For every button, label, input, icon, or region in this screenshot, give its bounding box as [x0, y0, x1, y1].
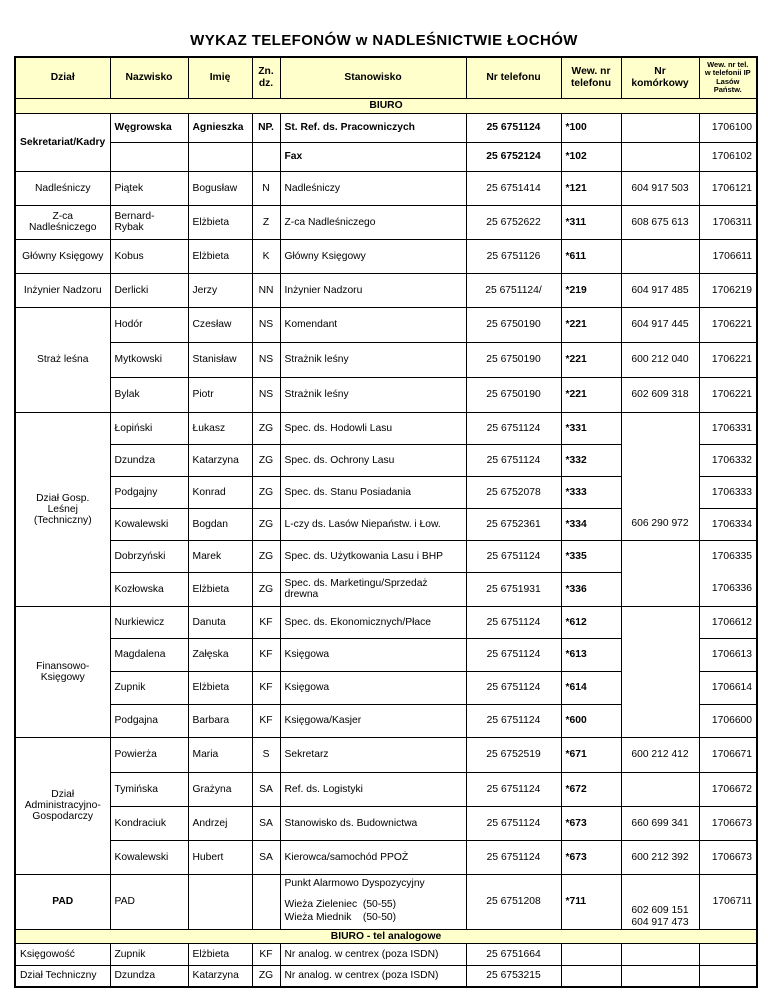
cell-zn: KF	[252, 606, 280, 638]
cell-imie: Marek	[188, 540, 252, 572]
table-row	[15, 840, 757, 874]
cell-wew: *221	[561, 307, 621, 342]
dept-cell: Księgowość	[15, 943, 110, 965]
cell-wew: *333	[561, 476, 621, 508]
cell-nazwisko: Tymińska	[110, 772, 188, 806]
cell-kom	[621, 412, 699, 444]
cell-stanowisko: Sekretarz	[280, 737, 466, 772]
cell-ip: 1706335	[699, 540, 757, 572]
cell-tel: 25 6751126	[466, 239, 561, 273]
cell-stanowisko: Nr analog. w centrex (poza ISDN)	[280, 943, 466, 965]
cell-nazwisko: Zupnik	[110, 671, 188, 704]
cell-wew: *614	[561, 671, 621, 704]
table-row	[15, 806, 757, 840]
header-dzial: Dział	[15, 57, 110, 98]
table-row	[15, 572, 757, 606]
cell-kom: 608 675 613	[621, 205, 699, 239]
cell-wew: *331	[561, 412, 621, 444]
cell-nazwisko: Kozłowska	[110, 572, 188, 606]
cell-tel: 25 6751124	[466, 113, 561, 142]
cell-zn: NN	[252, 273, 280, 307]
table-row	[15, 943, 757, 965]
cell-zn	[252, 874, 280, 929]
cell-wew: *121	[561, 171, 621, 205]
cell-nazwisko: Kondraciuk	[110, 806, 188, 840]
cell-kom	[621, 965, 699, 987]
pad-line-2: Wieża Zieleniec (50-55)	[284, 899, 397, 911]
cell-stanowisko: Spec. ds. Ekonomicznych/Płace	[280, 606, 466, 638]
cell-kom	[621, 239, 699, 273]
cell-tel: 25 6751124	[466, 840, 561, 874]
cell-stanowisko: Księgowa	[280, 671, 466, 704]
cell-nazwisko: Podgajny	[110, 476, 188, 508]
cell-imie	[188, 874, 252, 929]
cell-imie: Grażyna	[188, 772, 252, 806]
cell-ip: 1706711	[699, 874, 757, 929]
cell-wew: *672	[561, 772, 621, 806]
cell-zn: ZG	[252, 412, 280, 444]
header-ip: Wew. nr tel. w telefonii IP Lasów Państw.	[699, 57, 757, 98]
cell-ip: 1706334	[699, 508, 757, 540]
cell-kom	[621, 142, 699, 171]
cell-nazwisko: Piątek	[110, 171, 188, 205]
header-wew: Wew. nr telefonu	[561, 57, 621, 98]
table-row	[15, 307, 757, 342]
cell-imie: Andrzej	[188, 806, 252, 840]
phone-table	[14, 56, 758, 988]
cell-nazwisko: Mytkowski	[110, 342, 188, 377]
cell-ip: 1706121	[699, 171, 757, 205]
dept-cell: Dział Gosp. Leśnej (Techniczny)	[15, 412, 110, 606]
cell-imie: Załęska	[188, 638, 252, 671]
cell-tel: 25 6752519	[466, 737, 561, 772]
cell-nazwisko: Derlicki	[110, 273, 188, 307]
cell-tel: 25 6751664	[466, 943, 561, 965]
cell-nazwisko: Dzundza	[110, 965, 188, 987]
cell-imie: Danuta	[188, 606, 252, 638]
cell-kom: 600 212 040	[621, 342, 699, 377]
cell-ip: 1706613	[699, 638, 757, 671]
cell-tel: 25 6752622	[466, 205, 561, 239]
cell-tel: 25 6752361	[466, 508, 561, 540]
cell-imie: Bogdan	[188, 508, 252, 540]
header-nazwisko: Nazwisko	[110, 57, 188, 98]
cell-kom	[621, 943, 699, 965]
cell-zn: KF	[252, 638, 280, 671]
cell-nazwisko: Kowalewski	[110, 840, 188, 874]
cell-stanowisko: St. Ref. ds. Pracowniczych	[280, 113, 466, 142]
cell-kom	[621, 671, 699, 704]
cell-stanowisko: Kierowca/samochód PPOŻ	[280, 840, 466, 874]
cell-imie: Piotr	[188, 377, 252, 412]
pad-mobile-2: 604 917 473	[631, 916, 689, 928]
section-biuro	[15, 98, 757, 113]
cell-zn: NS	[252, 342, 280, 377]
cell-tel: 25 6750190	[466, 377, 561, 412]
cell-nazwisko: Nurkiewicz	[110, 606, 188, 638]
cell-imie: Elżbieta	[188, 943, 252, 965]
cell-ip: 1706672	[699, 772, 757, 806]
cell-imie: Czesław	[188, 307, 252, 342]
cell-tel: 25 6753215	[466, 965, 561, 987]
cell-wew: *673	[561, 806, 621, 840]
cell-wew: *102	[561, 142, 621, 171]
dept-cell: Główny Księgowy	[15, 239, 110, 273]
table-row	[15, 638, 757, 671]
cell-imie: Konrad	[188, 476, 252, 508]
cell-stanowisko: Z-ca Nadleśniczego	[280, 205, 466, 239]
cell-ip: 1706673	[699, 806, 757, 840]
cell-tel: 25 6752078	[466, 476, 561, 508]
cell-imie: Hubert	[188, 840, 252, 874]
cell-stanowisko: Główny Księgowy	[280, 239, 466, 273]
cell-zn: KF	[252, 704, 280, 737]
cell-wew: *673	[561, 840, 621, 874]
table-row	[15, 671, 757, 704]
cell-nazwisko: Łopiński	[110, 412, 188, 444]
table-row	[15, 142, 757, 171]
cell-zn: ZG	[252, 572, 280, 606]
cell-ip: 1706219	[699, 273, 757, 307]
table-row	[15, 205, 757, 239]
cell-tel: 25 6750190	[466, 342, 561, 377]
cell-ip: 1706102	[699, 142, 757, 171]
cell-stanowisko: Stanowisko ds. Budownictwa	[280, 806, 466, 840]
header-telefon: Nr telefonu	[466, 57, 561, 98]
cell-stanowisko: Księgowa/Kasjer	[280, 704, 466, 737]
cell-tel: 25 6751414	[466, 171, 561, 205]
cell-nazwisko: Bylak	[110, 377, 188, 412]
table-row	[15, 737, 757, 772]
cell-kom	[621, 606, 699, 638]
cell-tel: 25 6752124	[466, 142, 561, 171]
cell-imie: Elżbieta	[188, 239, 252, 273]
cell-imie: Maria	[188, 737, 252, 772]
cell-zn: Z	[252, 205, 280, 239]
cell-stanowisko: Spec. ds. Ochrony Lasu	[280, 444, 466, 476]
cell-imie: Barbara	[188, 704, 252, 737]
header-stanowisko: Stanowisko	[280, 57, 466, 98]
table-row	[15, 540, 757, 572]
cell-kom	[621, 874, 699, 929]
cell-zn: SA	[252, 840, 280, 874]
cell-tel: 25 6751208	[466, 874, 561, 929]
cell-stanowisko: Fax	[280, 142, 466, 171]
cell-ip: 1706333	[699, 476, 757, 508]
cell-wew: *219	[561, 273, 621, 307]
table-row	[15, 113, 757, 142]
cell-kom: 604 917 503	[621, 171, 699, 205]
cell-ip: 1706221	[699, 342, 757, 377]
cell-tel: 25 6751124	[466, 606, 561, 638]
table-row	[15, 606, 757, 638]
cell-ip	[699, 965, 757, 987]
cell-stanowisko: Nadleśniczy	[280, 171, 466, 205]
cell-kom: 606 290 972	[621, 508, 699, 540]
cell-imie: Katarzyna	[188, 444, 252, 476]
cell-stanowisko: Księgowa	[280, 638, 466, 671]
dept-cell: PAD	[15, 874, 110, 929]
cell-wew: *613	[561, 638, 621, 671]
header-zn: Zn. dz.	[252, 57, 280, 98]
cell-tel: 25 6751124	[466, 412, 561, 444]
table-row	[15, 377, 757, 412]
cell-kom	[621, 772, 699, 806]
cell-zn: SA	[252, 772, 280, 806]
cell-imie: Katarzyna	[188, 965, 252, 987]
cell-kom	[621, 540, 699, 572]
table-row	[15, 704, 757, 737]
cell-kom: 604 917 445	[621, 307, 699, 342]
cell-zn: SA	[252, 806, 280, 840]
cell-ip: 1706600	[699, 704, 757, 737]
cell-wew: *100	[561, 113, 621, 142]
cell-nazwisko: Kobus	[110, 239, 188, 273]
cell-imie: Elżbieta	[188, 572, 252, 606]
dept-cell: Dział Techniczny	[15, 965, 110, 987]
section-label: BIURO	[15, 98, 757, 113]
cell-nazwisko: Podgajna	[110, 704, 188, 737]
cell-ip: 1706221	[699, 377, 757, 412]
cell-ip: 1706332	[699, 444, 757, 476]
table-row	[15, 444, 757, 476]
cell-wew: *221	[561, 377, 621, 412]
cell-wew: *335	[561, 540, 621, 572]
cell-kom	[621, 638, 699, 671]
cell-zn: S	[252, 737, 280, 772]
cell-wew: *332	[561, 444, 621, 476]
dept-cell: Sekretariat/Kadry	[15, 113, 110, 171]
cell-zn: NP.	[252, 113, 280, 142]
cell-stanowisko: Spec. ds. Stanu Posiadania	[280, 476, 466, 508]
cell-zn	[252, 142, 280, 171]
cell-zn: K	[252, 239, 280, 273]
cell-ip: 1706614	[699, 671, 757, 704]
cell-wew: *611	[561, 239, 621, 273]
cell-kom: 600 212 392	[621, 840, 699, 874]
dept-cell: Dział Administracyjno-Gospodarczy	[15, 737, 110, 874]
cell-kom: 660 699 341	[621, 806, 699, 840]
cell-wew: *334	[561, 508, 621, 540]
cell-nazwisko: Bernard-Rybak	[110, 205, 188, 239]
cell-stanowisko: Ref. ds. Logistyki	[280, 772, 466, 806]
cell-kom	[621, 572, 699, 606]
cell-stanowisko	[280, 874, 466, 929]
cell-imie: Agnieszka	[188, 113, 252, 142]
cell-kom	[621, 704, 699, 737]
cell-ip: 1706100	[699, 113, 757, 142]
cell-imie	[188, 142, 252, 171]
table-row	[15, 965, 757, 987]
cell-nazwisko: PAD	[110, 874, 188, 929]
cell-imie: Łukasz	[188, 412, 252, 444]
table-row	[15, 342, 757, 377]
cell-tel: 25 6751124	[466, 540, 561, 572]
table-row	[15, 171, 757, 205]
cell-nazwisko	[110, 142, 188, 171]
cell-wew: *336	[561, 572, 621, 606]
cell-kom: 600 212 412	[621, 737, 699, 772]
cell-tel: 25 6751124	[466, 806, 561, 840]
cell-ip: 1706611	[699, 239, 757, 273]
cell-nazwisko: Magdalena	[110, 638, 188, 671]
cell-ip: 1706221	[699, 307, 757, 342]
spacer	[285, 891, 462, 899]
cell-stanowisko: Strażnik leśny	[280, 342, 466, 377]
cell-ip: 1706311	[699, 205, 757, 239]
cell-wew	[561, 943, 621, 965]
dept-cell: Z-ca Nadleśniczego	[15, 205, 110, 239]
header-imie: Imię	[188, 57, 252, 98]
cell-stanowisko: Spec. ds. Hodowli Lasu	[280, 412, 466, 444]
pad-mobile-1: 602 609 151	[631, 904, 689, 916]
cell-wew: *671	[561, 737, 621, 772]
cell-kom	[621, 113, 699, 142]
section-analog	[15, 929, 757, 943]
dept-cell: Inżynier Nadzoru	[15, 273, 110, 307]
pad-line-1: Punkt Alarmowo Dyspozycyjny	[284, 878, 425, 890]
cell-nazwisko: Dobrzyński	[110, 540, 188, 572]
cell-imie: Jerzy	[188, 273, 252, 307]
cell-kom: 604 917 485	[621, 273, 699, 307]
cell-tel: 25 6751124	[466, 704, 561, 737]
cell-wew: *612	[561, 606, 621, 638]
cell-wew: *600	[561, 704, 621, 737]
cell-zn: KF	[252, 943, 280, 965]
cell-zn: ZG	[252, 540, 280, 572]
cell-tel: 25 6751124	[466, 444, 561, 476]
cell-zn: ZG	[252, 444, 280, 476]
cell-nazwisko: Zupnik	[110, 943, 188, 965]
cell-nazwisko: Hodór	[110, 307, 188, 342]
table-row	[15, 772, 757, 806]
cell-imie: Stanisław	[188, 342, 252, 377]
cell-stanowisko: Komendant	[280, 307, 466, 342]
header-row	[15, 57, 757, 98]
table-row	[15, 412, 757, 444]
cell-stanowisko: Nr analog. w centrex (poza ISDN)	[280, 965, 466, 987]
header-komorkowy: Nr komórkowy	[621, 57, 699, 98]
cell-stanowisko: Inżynier Nadzoru	[280, 273, 466, 307]
cell-tel: 25 6751931	[466, 572, 561, 606]
cell-nazwisko: Dzundza	[110, 444, 188, 476]
cell-ip: 1706671	[699, 737, 757, 772]
cell-ip: 1706331	[699, 412, 757, 444]
table-row	[15, 239, 757, 273]
cell-kom	[621, 444, 699, 476]
cell-nazwisko: Węgrowska	[110, 113, 188, 142]
cell-ip	[699, 943, 757, 965]
cell-stanowisko: Spec. ds. Marketingu/Sprzedaż drewna	[280, 572, 466, 606]
cell-zn: KF	[252, 671, 280, 704]
cell-zn: N	[252, 171, 280, 205]
cell-tel: 25 6751124/	[466, 273, 561, 307]
cell-kom: 602 609 318	[621, 377, 699, 412]
cell-wew: *711	[561, 874, 621, 929]
cell-zn: ZG	[252, 965, 280, 987]
table-row	[15, 476, 757, 508]
table-row	[15, 508, 757, 540]
cell-nazwisko: Kowalewski	[110, 508, 188, 540]
cell-imie: Elżbieta	[188, 205, 252, 239]
dept-cell: Finansowo-Księgowy	[15, 606, 110, 737]
cell-stanowisko: Strażnik leśny	[280, 377, 466, 412]
table-row-pad	[15, 874, 757, 929]
cell-imie: Bogusław	[188, 171, 252, 205]
cell-zn: NS	[252, 307, 280, 342]
cell-zn: ZG	[252, 476, 280, 508]
table-row	[15, 273, 757, 307]
cell-tel: 25 6750190	[466, 307, 561, 342]
cell-tel: 25 6751124	[466, 772, 561, 806]
cell-tel: 25 6751124	[466, 638, 561, 671]
cell-kom	[621, 476, 699, 508]
dept-cell: Nadleśniczy	[15, 171, 110, 205]
section-label: BIURO - tel analogowe	[15, 929, 757, 943]
cell-nazwisko: Powierża	[110, 737, 188, 772]
dept-cell: Straż leśna	[15, 307, 110, 412]
cell-wew: *311	[561, 205, 621, 239]
page-title: WYKAZ TELEFONÓW w NADLEŚNICTWIE ŁOCHÓW	[190, 32, 578, 49]
cell-zn: ZG	[252, 508, 280, 540]
cell-zn: NS	[252, 377, 280, 412]
cell-ip: 1706612	[699, 606, 757, 638]
cell-ip: 1706673	[699, 840, 757, 874]
cell-tel: 25 6751124	[466, 671, 561, 704]
cell-stanowisko: L-czy ds. Lasów Niepaństw. i Łow.	[280, 508, 466, 540]
cell-imie: Elżbieta	[188, 671, 252, 704]
cell-wew	[561, 965, 621, 987]
cell-wew: *221	[561, 342, 621, 377]
cell-ip: 1706336	[699, 572, 757, 606]
pad-line-3: Wieża Miednik (50-50)	[284, 911, 397, 923]
cell-stanowisko: Spec. ds. Użytkowania Lasu i BHP	[280, 540, 466, 572]
